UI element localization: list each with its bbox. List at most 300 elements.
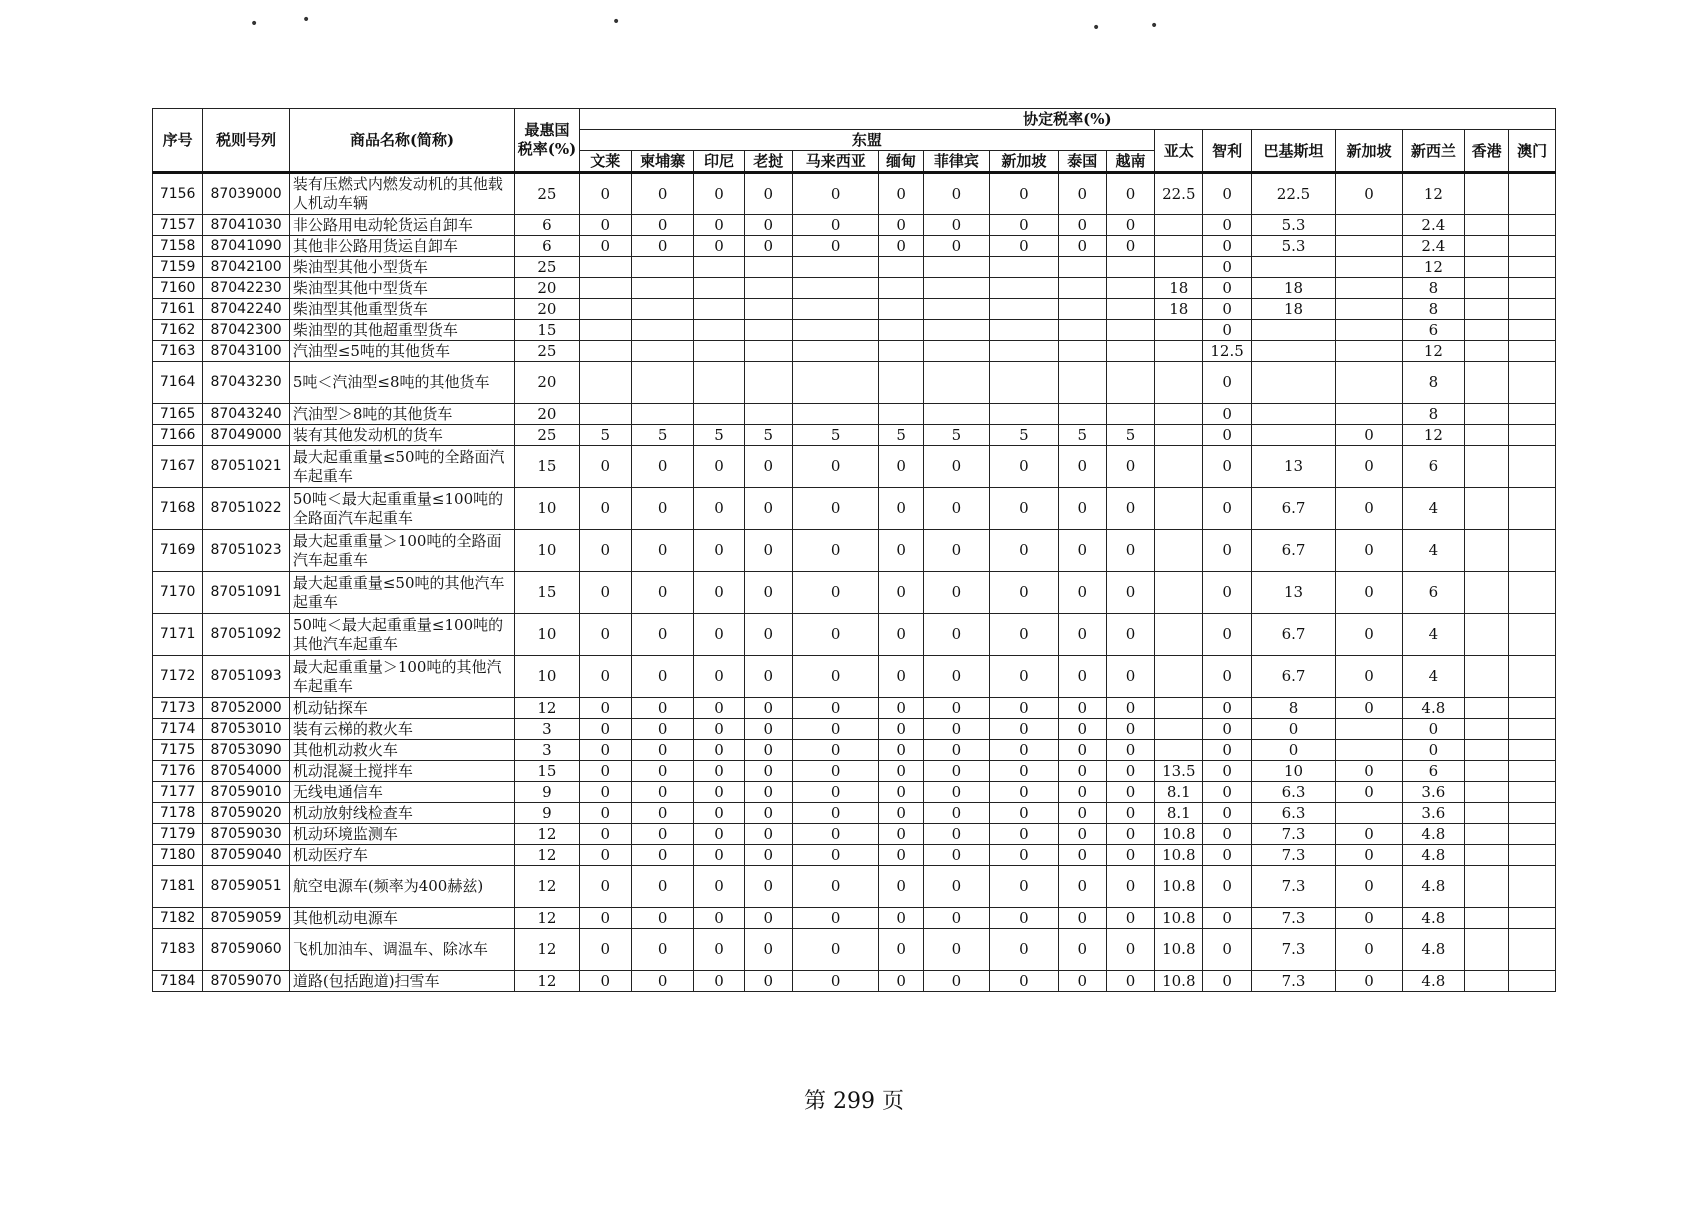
row-asean-rate: 0 <box>1058 698 1106 719</box>
row-hongkong-rate <box>1465 278 1509 299</box>
row-chile-rate: 0 <box>1203 740 1251 761</box>
row-asean-rate: 0 <box>1058 173 1106 215</box>
row-asean-rate <box>694 278 744 299</box>
row-pakistan-rate: 0 <box>1251 740 1336 761</box>
row-singapore-rate: 0 <box>1336 425 1402 446</box>
row-mfn: 10 <box>515 530 579 572</box>
row-asean-rate: 0 <box>879 656 923 698</box>
row-singapore-rate <box>1336 257 1402 278</box>
row-macau-rate <box>1509 845 1556 866</box>
row-asean-rate: 0 <box>792 698 879 719</box>
row-asean-rate: 0 <box>1058 971 1106 992</box>
row-pakistan-rate: 6.3 <box>1251 782 1336 803</box>
row-asean-rate: 0 <box>879 173 923 215</box>
table-row <box>153 257 1556 278</box>
row-singapore-rate: 0 <box>1336 698 1402 719</box>
row-mfn: 6 <box>515 236 579 257</box>
row-seq: 7178 <box>153 803 203 824</box>
row-asean-rate <box>990 299 1058 320</box>
header-code: 税则号列 <box>203 109 290 173</box>
header-asean-member: 柬埔寨 <box>631 151 693 173</box>
row-asean-rate <box>694 341 744 362</box>
row-asean-rate: 0 <box>792 530 879 572</box>
row-asean-rate: 0 <box>1106 215 1154 236</box>
row-asean-rate: 0 <box>990 803 1058 824</box>
row-seq: 7172 <box>153 656 203 698</box>
row-newzealand-rate: 4.8 <box>1402 845 1464 866</box>
row-singapore-rate <box>1336 236 1402 257</box>
row-asean-rate: 0 <box>879 614 923 656</box>
row-name: 其他机动电源车 <box>289 908 514 929</box>
row-asean-rate: 0 <box>631 698 693 719</box>
row-singapore-rate: 0 <box>1336 761 1402 782</box>
row-chile-rate: 0 <box>1203 257 1251 278</box>
row-hongkong-rate <box>1465 320 1509 341</box>
row-macau-rate <box>1509 719 1556 740</box>
row-asean-rate: 5 <box>792 425 879 446</box>
row-mfn: 15 <box>515 761 579 782</box>
row-hongkong-rate <box>1465 908 1509 929</box>
row-asean-rate <box>1058 320 1106 341</box>
row-code: 87059040 <box>203 845 290 866</box>
row-asean-rate: 0 <box>694 488 744 530</box>
row-chile-rate: 0 <box>1203 782 1251 803</box>
row-pakistan-rate: 6.7 <box>1251 488 1336 530</box>
row-asean-rate: 0 <box>879 782 923 803</box>
row-singapore-rate <box>1336 719 1402 740</box>
row-macau-rate <box>1509 761 1556 782</box>
row-mfn: 12 <box>515 971 579 992</box>
row-asean-rate: 0 <box>792 614 879 656</box>
row-mfn: 9 <box>515 803 579 824</box>
row-asean-rate: 0 <box>879 572 923 614</box>
row-asean-rate: 0 <box>579 656 631 698</box>
row-hongkong-rate <box>1465 530 1509 572</box>
row-code: 87051022 <box>203 488 290 530</box>
row-seq: 7182 <box>153 908 203 929</box>
row-singapore-rate: 0 <box>1336 866 1402 908</box>
row-asean-rate: 0 <box>1106 761 1154 782</box>
row-name: 机动医疗车 <box>289 845 514 866</box>
row-asean-rate: 0 <box>631 572 693 614</box>
row-singapore-rate <box>1336 299 1402 320</box>
row-asean-rate: 0 <box>879 845 923 866</box>
row-code: 87043100 <box>203 341 290 362</box>
row-asean-rate: 0 <box>879 236 923 257</box>
row-newzealand-rate: 12 <box>1402 173 1464 215</box>
row-apta-rate <box>1155 488 1203 530</box>
row-macau-rate <box>1509 782 1556 803</box>
row-asean-rate: 0 <box>1058 719 1106 740</box>
row-seq: 7162 <box>153 320 203 341</box>
row-code: 87042240 <box>203 299 290 320</box>
row-asean-rate <box>1058 299 1106 320</box>
row-asean-rate: 0 <box>990 572 1058 614</box>
table-row <box>153 173 1556 215</box>
row-hongkong-rate <box>1465 173 1509 215</box>
row-singapore-rate <box>1336 740 1402 761</box>
row-asean-rate: 0 <box>631 719 693 740</box>
header-other: 智利 <box>1203 130 1251 173</box>
row-macau-rate <box>1509 320 1556 341</box>
row-code: 87041030 <box>203 215 290 236</box>
header-asean-member: 马来西亚 <box>792 151 879 173</box>
row-asean-rate: 0 <box>879 929 923 971</box>
row-singapore-rate: 0 <box>1336 446 1402 488</box>
row-asean-rate: 0 <box>923 572 989 614</box>
row-asean-rate: 0 <box>631 656 693 698</box>
row-asean-rate: 0 <box>744 215 792 236</box>
row-hongkong-rate <box>1465 236 1509 257</box>
row-chile-rate: 0 <box>1203 761 1251 782</box>
row-asean-rate: 0 <box>990 908 1058 929</box>
row-asean-rate: 0 <box>990 614 1058 656</box>
row-newzealand-rate: 4.8 <box>1402 908 1464 929</box>
row-asean-rate: 0 <box>579 719 631 740</box>
row-seq: 7160 <box>153 278 203 299</box>
row-asean-rate: 0 <box>792 740 879 761</box>
row-hongkong-rate <box>1465 572 1509 614</box>
row-chile-rate: 0 <box>1203 215 1251 236</box>
row-asean-rate: 0 <box>1058 614 1106 656</box>
row-mfn: 10 <box>515 656 579 698</box>
row-newzealand-rate: 4.8 <box>1402 698 1464 719</box>
row-code: 87052000 <box>203 698 290 719</box>
row-newzealand-rate: 0 <box>1402 719 1464 740</box>
row-asean-rate: 0 <box>579 215 631 236</box>
row-chile-rate: 0 <box>1203 614 1251 656</box>
header-other: 澳门 <box>1509 130 1556 173</box>
row-asean-rate: 0 <box>990 782 1058 803</box>
row-mfn: 20 <box>515 278 579 299</box>
row-asean-rate: 0 <box>744 740 792 761</box>
row-asean-rate: 0 <box>923 698 989 719</box>
row-name: 最大起重重量＞100吨的其他汽车起重车 <box>289 656 514 698</box>
row-asean-rate: 0 <box>579 236 631 257</box>
row-hongkong-rate <box>1465 656 1509 698</box>
row-asean-rate <box>631 362 693 404</box>
row-asean-rate: 0 <box>694 236 744 257</box>
row-seq: 7163 <box>153 341 203 362</box>
page-number: 第 299 页 <box>804 1089 904 1114</box>
row-chile-rate: 0 <box>1203 299 1251 320</box>
scan-speck: • <box>1150 18 1159 34</box>
row-asean-rate <box>1106 362 1154 404</box>
row-asean-rate: 0 <box>923 446 989 488</box>
row-asean-rate: 0 <box>923 761 989 782</box>
row-pakistan-rate <box>1251 341 1336 362</box>
row-asean-rate <box>1058 278 1106 299</box>
header-other: 亚太 <box>1155 130 1203 173</box>
row-mfn: 9 <box>515 782 579 803</box>
row-pakistan-rate: 7.3 <box>1251 929 1336 971</box>
row-asean-rate: 0 <box>990 761 1058 782</box>
row-hongkong-rate <box>1465 971 1509 992</box>
row-newzealand-rate: 4 <box>1402 488 1464 530</box>
row-seq: 7173 <box>153 698 203 719</box>
row-asean-rate: 0 <box>990 845 1058 866</box>
row-name: 非公路用电动轮货运自卸车 <box>289 215 514 236</box>
row-hongkong-rate <box>1465 761 1509 782</box>
row-asean-rate <box>1106 278 1154 299</box>
row-pakistan-rate: 7.3 <box>1251 866 1336 908</box>
row-asean-rate: 0 <box>792 803 879 824</box>
scan-speck: • <box>1092 20 1101 36</box>
table-row <box>153 341 1556 362</box>
row-asean-rate: 0 <box>694 656 744 698</box>
header-agreement: 协定税率(%) <box>579 109 1555 130</box>
row-macau-rate <box>1509 341 1556 362</box>
row-name: 机动放射线检查车 <box>289 803 514 824</box>
row-asean-rate <box>744 257 792 278</box>
row-chile-rate: 0 <box>1203 236 1251 257</box>
header-asean-member: 新加坡 <box>990 151 1058 173</box>
row-newzealand-rate: 2.4 <box>1402 215 1464 236</box>
row-asean-rate: 0 <box>879 740 923 761</box>
row-asean-rate: 0 <box>744 824 792 845</box>
row-name: 最大起重重量≤50吨的全路面汽车起重车 <box>289 446 514 488</box>
row-mfn: 12 <box>515 908 579 929</box>
row-name: 5吨＜汽油型≤8吨的其他货车 <box>289 362 514 404</box>
row-asean-rate: 0 <box>744 656 792 698</box>
row-asean-rate: 0 <box>694 845 744 866</box>
row-newzealand-rate: 4 <box>1402 614 1464 656</box>
row-mfn: 10 <box>515 488 579 530</box>
row-asean-rate <box>744 320 792 341</box>
row-asean-rate: 0 <box>631 845 693 866</box>
row-newzealand-rate: 8 <box>1402 299 1464 320</box>
row-code: 87042230 <box>203 278 290 299</box>
row-asean-rate: 0 <box>631 488 693 530</box>
row-macau-rate <box>1509 971 1556 992</box>
row-singapore-rate: 0 <box>1336 929 1402 971</box>
row-asean-rate: 0 <box>744 929 792 971</box>
row-singapore-rate <box>1336 803 1402 824</box>
row-name: 飞机加油车、调温车、除冰车 <box>289 929 514 971</box>
row-newzealand-rate: 0 <box>1402 740 1464 761</box>
row-hongkong-rate <box>1465 257 1509 278</box>
row-asean-rate: 0 <box>792 173 879 215</box>
row-asean-rate <box>631 320 693 341</box>
row-chile-rate: 0 <box>1203 719 1251 740</box>
row-asean-rate: 0 <box>694 782 744 803</box>
row-asean-rate: 0 <box>990 824 1058 845</box>
row-asean-rate: 0 <box>923 656 989 698</box>
table-row <box>153 236 1556 257</box>
row-apta-rate <box>1155 572 1203 614</box>
row-asean-rate <box>923 404 989 425</box>
row-asean-rate: 0 <box>744 698 792 719</box>
row-newzealand-rate: 12 <box>1402 341 1464 362</box>
row-mfn: 12 <box>515 824 579 845</box>
row-asean-rate: 0 <box>1058 215 1106 236</box>
row-asean-rate: 0 <box>1106 656 1154 698</box>
row-asean-rate: 0 <box>631 929 693 971</box>
row-pakistan-rate: 8 <box>1251 698 1336 719</box>
row-name: 装有压燃式内燃发动机的其他载人机动车辆 <box>289 173 514 215</box>
scan-speck: • <box>612 14 621 30</box>
row-asean-rate: 0 <box>1106 446 1154 488</box>
row-asean-rate: 0 <box>1058 740 1106 761</box>
row-macau-rate <box>1509 446 1556 488</box>
row-asean-rate: 0 <box>923 614 989 656</box>
header-asean-member: 印尼 <box>694 151 744 173</box>
row-asean-rate: 0 <box>744 866 792 908</box>
row-asean-rate: 0 <box>1058 488 1106 530</box>
row-asean-rate: 0 <box>1106 530 1154 572</box>
row-mfn: 12 <box>515 698 579 719</box>
table-row <box>153 929 1556 971</box>
row-asean-rate: 0 <box>990 971 1058 992</box>
row-asean-rate: 0 <box>990 173 1058 215</box>
row-asean-rate <box>1058 404 1106 425</box>
row-asean-rate: 0 <box>631 971 693 992</box>
row-asean-rate <box>1106 341 1154 362</box>
row-asean-rate: 0 <box>879 446 923 488</box>
row-macau-rate <box>1509 278 1556 299</box>
row-hongkong-rate <box>1465 929 1509 971</box>
row-newzealand-rate: 12 <box>1402 257 1464 278</box>
row-hongkong-rate <box>1465 866 1509 908</box>
row-asean-rate <box>792 299 879 320</box>
row-newzealand-rate: 4.8 <box>1402 971 1464 992</box>
row-asean-rate: 0 <box>1106 908 1154 929</box>
row-pakistan-rate: 13 <box>1251 446 1336 488</box>
row-asean-rate: 0 <box>579 572 631 614</box>
row-asean-rate: 0 <box>631 446 693 488</box>
row-asean-rate: 0 <box>631 740 693 761</box>
row-name: 其他非公路用货运自卸车 <box>289 236 514 257</box>
row-name: 50吨＜最大起重重量≤100吨的全路面汽车起重车 <box>289 488 514 530</box>
row-apta-rate: 10.8 <box>1155 971 1203 992</box>
row-newzealand-rate: 8 <box>1402 404 1464 425</box>
row-macau-rate <box>1509 614 1556 656</box>
row-apta-rate: 8.1 <box>1155 782 1203 803</box>
header-other: 香港 <box>1465 130 1509 173</box>
table-row <box>153 362 1556 404</box>
row-asean-rate <box>792 404 879 425</box>
row-asean-rate: 0 <box>879 866 923 908</box>
row-asean-rate <box>990 320 1058 341</box>
row-asean-rate: 0 <box>694 572 744 614</box>
row-singapore-rate: 0 <box>1336 530 1402 572</box>
row-singapore-rate: 0 <box>1336 971 1402 992</box>
row-seq: 7170 <box>153 572 203 614</box>
row-code: 87053010 <box>203 719 290 740</box>
row-asean-rate: 0 <box>879 215 923 236</box>
row-chile-rate: 0 <box>1203 530 1251 572</box>
row-seq: 7176 <box>153 761 203 782</box>
row-asean-rate <box>879 341 923 362</box>
row-asean-rate: 0 <box>792 929 879 971</box>
row-name: 无线电通信车 <box>289 782 514 803</box>
row-apta-rate: 10.8 <box>1155 824 1203 845</box>
row-hongkong-rate <box>1465 845 1509 866</box>
row-code: 87059059 <box>203 908 290 929</box>
row-apta-rate: 10.8 <box>1155 845 1203 866</box>
row-asean-rate <box>792 320 879 341</box>
table-row <box>153 803 1556 824</box>
row-asean-rate: 0 <box>694 803 744 824</box>
row-apta-rate <box>1155 698 1203 719</box>
row-pakistan-rate: 7.3 <box>1251 824 1336 845</box>
header-asean: 东盟 <box>579 130 1155 151</box>
row-asean-rate: 5 <box>744 425 792 446</box>
row-macau-rate <box>1509 824 1556 845</box>
row-asean-rate: 0 <box>1058 866 1106 908</box>
table-row <box>153 908 1556 929</box>
table-row <box>153 404 1556 425</box>
row-asean-rate <box>990 257 1058 278</box>
row-code: 87043240 <box>203 404 290 425</box>
row-asean-rate: 0 <box>1058 845 1106 866</box>
row-asean-rate: 0 <box>744 446 792 488</box>
row-code: 87059030 <box>203 824 290 845</box>
table-row <box>153 320 1556 341</box>
row-seq: 7184 <box>153 971 203 992</box>
row-asean-rate: 0 <box>1106 971 1154 992</box>
table-row <box>153 866 1556 908</box>
row-singapore-rate: 0 <box>1336 572 1402 614</box>
row-name: 柴油型其他重型货车 <box>289 299 514 320</box>
row-name: 柴油型其他小型货车 <box>289 257 514 278</box>
table-row <box>153 845 1556 866</box>
row-code: 87049000 <box>203 425 290 446</box>
row-asean-rate: 0 <box>579 803 631 824</box>
row-macau-rate <box>1509 803 1556 824</box>
row-pakistan-rate: 6.7 <box>1251 614 1336 656</box>
row-code: 87059070 <box>203 971 290 992</box>
row-asean-rate: 0 <box>792 446 879 488</box>
row-seq: 7166 <box>153 425 203 446</box>
row-asean-rate: 0 <box>694 908 744 929</box>
row-asean-rate <box>631 278 693 299</box>
row-asean-rate: 0 <box>792 824 879 845</box>
row-asean-rate: 0 <box>744 845 792 866</box>
row-hongkong-rate <box>1465 404 1509 425</box>
row-asean-rate <box>792 362 879 404</box>
row-apta-rate <box>1155 656 1203 698</box>
row-hongkong-rate <box>1465 803 1509 824</box>
row-seq: 7179 <box>153 824 203 845</box>
header-asean-member: 缅甸 <box>879 151 923 173</box>
row-chile-rate: 0 <box>1203 488 1251 530</box>
row-asean-rate: 0 <box>792 236 879 257</box>
header-asean-member: 老挝 <box>744 151 792 173</box>
row-singapore-rate <box>1336 278 1402 299</box>
row-asean-rate: 0 <box>694 215 744 236</box>
row-singapore-rate <box>1336 320 1402 341</box>
row-asean-rate: 0 <box>631 173 693 215</box>
row-asean-rate: 0 <box>923 803 989 824</box>
header-other: 新加坡 <box>1336 130 1402 173</box>
row-asean-rate: 0 <box>579 698 631 719</box>
row-singapore-rate: 0 <box>1336 824 1402 845</box>
header-name: 商品名称(简称) <box>289 109 514 173</box>
row-asean-rate <box>1106 257 1154 278</box>
row-chile-rate: 0 <box>1203 929 1251 971</box>
row-asean-rate: 0 <box>631 236 693 257</box>
row-asean-rate <box>631 404 693 425</box>
row-singapore-rate: 0 <box>1336 782 1402 803</box>
row-asean-rate: 0 <box>792 488 879 530</box>
row-asean-rate: 0 <box>1106 929 1154 971</box>
row-asean-rate <box>744 299 792 320</box>
row-asean-rate: 0 <box>923 173 989 215</box>
table-row <box>153 614 1556 656</box>
row-asean-rate: 0 <box>879 698 923 719</box>
row-code: 87043230 <box>203 362 290 404</box>
